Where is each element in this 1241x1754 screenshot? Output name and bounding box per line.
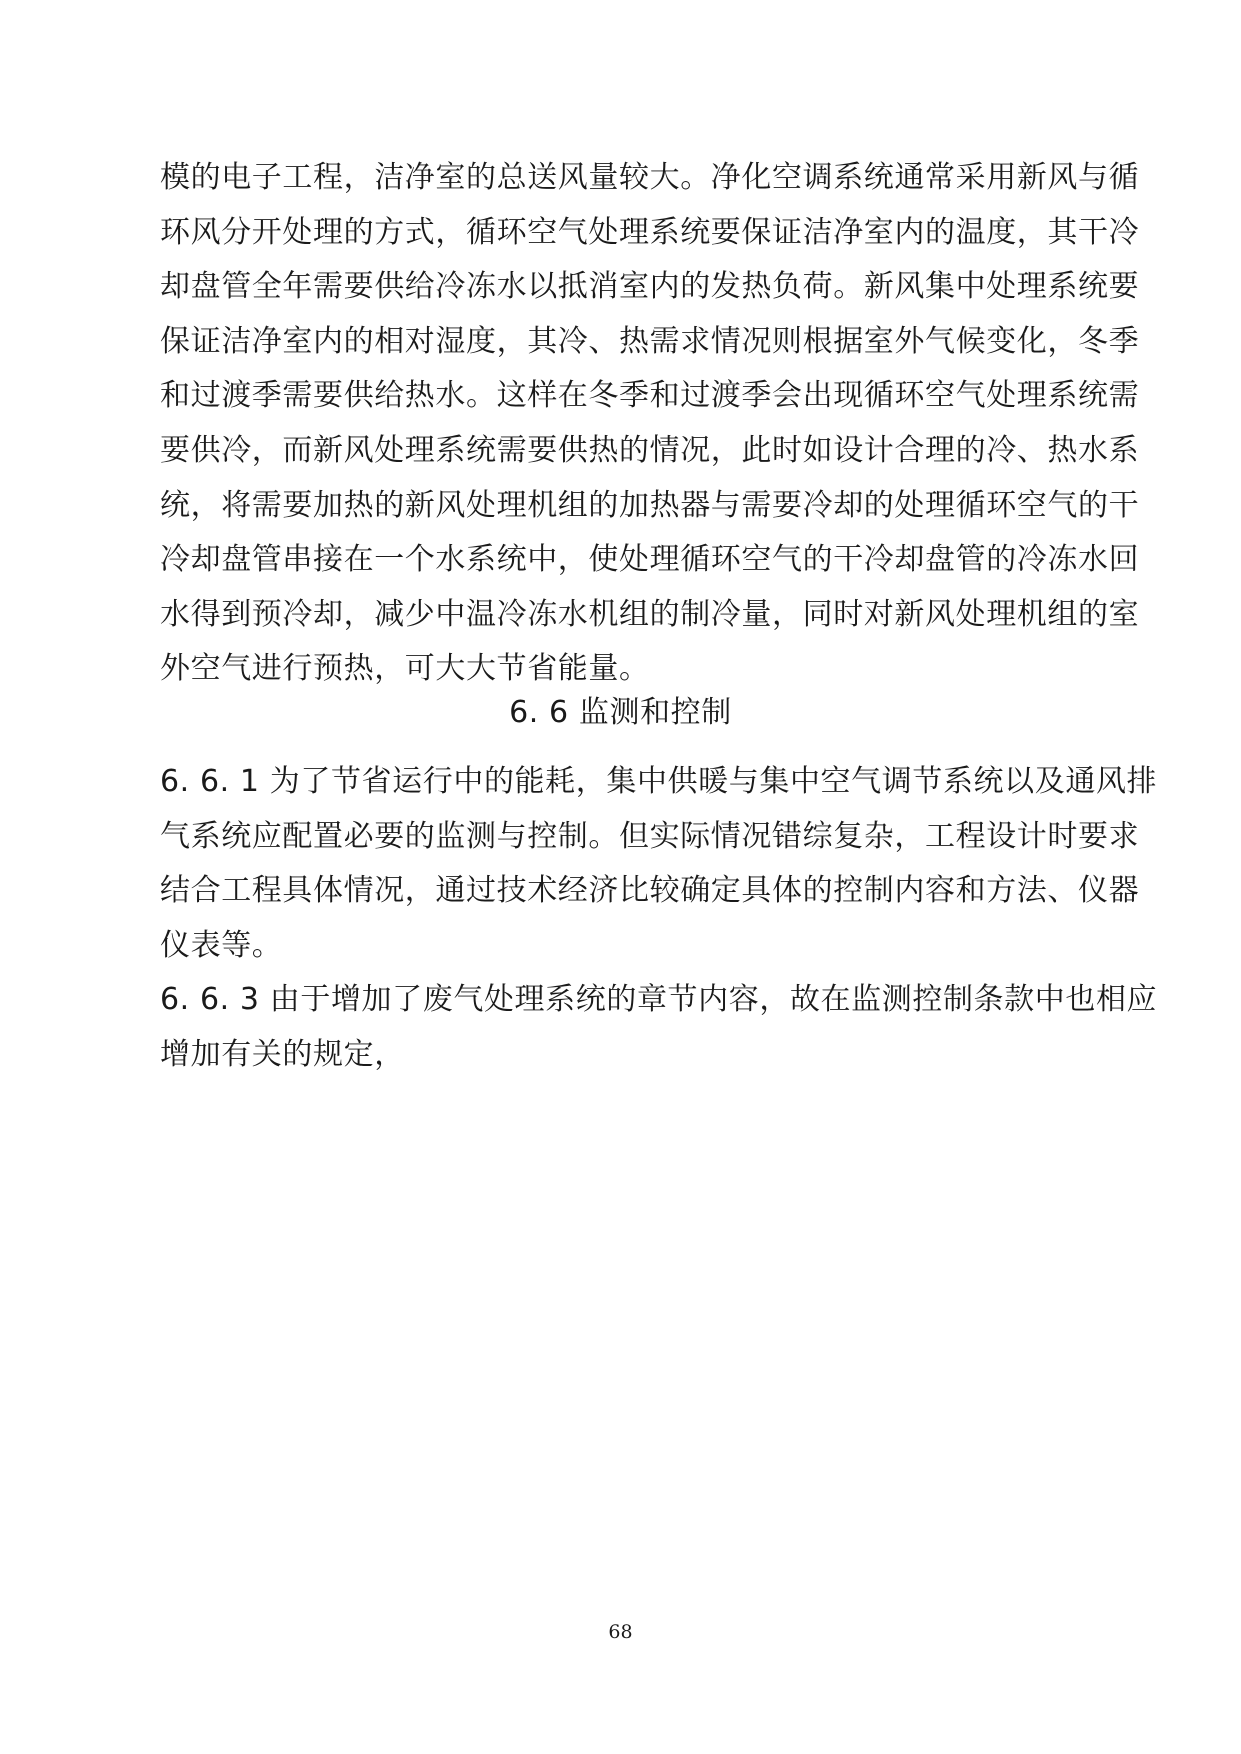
text-line: 统，将需要加热的新风处理机组的加热器与需要冷却的处理循环空气的干: [160, 487, 1140, 523]
text-line: 保证洁净室内的相对湿度，其冷、热需求情况则根据室外气候变化，冬季: [160, 323, 1140, 359]
text-line: 结合工程具体情况，通过技术经济比较确定具体的控制内容和方法、仪器: [160, 873, 1140, 909]
text-line: 增加有关的规定，: [160, 1036, 405, 1072]
intro-paragraph: [160, 151, 1140, 697]
text-line: 6. 6. 1 为了节省运行中的能耗，集中供暖与集中空气调节系统以及通风排: [160, 764, 1158, 799]
text-line: 仪表等。: [160, 927, 283, 963]
section-heading: 6. 6 监测和控制: [509, 695, 732, 730]
clause-list: [160, 755, 1158, 1083]
clause-6-6-3: [160, 973, 1158, 1082]
text-line: 环风分开处理的方式，循环空气处理系统要保证洁净室内的温度，其干冷: [160, 214, 1140, 250]
text-line: 模的电子工程，洁净室的总送风量较大。净化空调系统通常采用新风与循: [160, 160, 1140, 195]
text-line: 要供冷，而新风处理系统需要供热的情况，此时如设计合理的冷、热水系: [160, 432, 1140, 468]
text-line: 水得到预冷却，减少中温冷冻水机组的制冷量，同时对新风处理机组的室: [160, 596, 1140, 632]
text-line: 却盘管全年需要供给冷冻水以抵消室内的发热负荷。新风集中处理系统要: [160, 269, 1140, 305]
text-line: 冷却盘管串接在一个水系统中，使处理循环空气的干冷却盘管的冷冻水回: [160, 542, 1140, 578]
text-line: 气系统应配置必要的监测与控制。但实际情况错综复杂，工程设计时要求: [160, 818, 1140, 854]
clause-6-6-1: [160, 755, 1158, 973]
text-line: 外空气进行预热，可大大节省能量。: [160, 651, 650, 687]
page-number: 68: [608, 1621, 633, 1643]
text-line: 和过渡季需要供给热水。这样在冬季和过渡季会出现循环空气处理系统需: [160, 378, 1140, 414]
text-line: 6. 6. 3 由于增加了废气处理系统的章节内容，故在监测控制条款中也相应: [160, 982, 1158, 1018]
